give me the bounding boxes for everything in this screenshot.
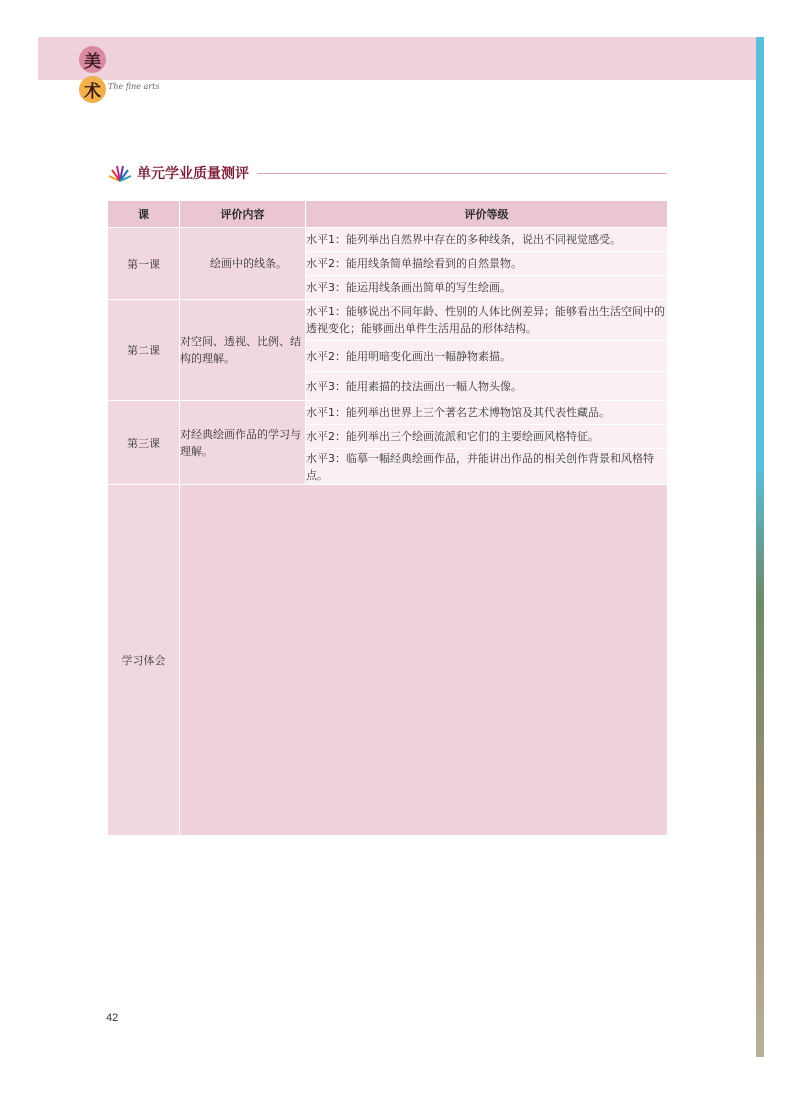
level-cell: 水平2：能用线条简单描绘看到的自然景物。 xyxy=(306,252,668,276)
lesson-cell: 第一课 xyxy=(108,228,180,300)
header-band xyxy=(38,37,756,80)
header-lesson: 课 xyxy=(108,201,180,228)
table-row xyxy=(108,228,668,252)
level-cell: 水平3：临摹一幅经典绘画作品，并能讲出作品的相关创作背景和风格特点。 xyxy=(306,449,668,485)
header-content: 评价内容 xyxy=(180,201,306,228)
header-level: 评价等级 xyxy=(306,201,668,228)
level-cell: 水平3：能运用线条画出简单的写生绘画。 xyxy=(306,276,668,300)
evaluation-table xyxy=(107,200,668,836)
table-row xyxy=(108,401,668,425)
reflection-row xyxy=(108,485,668,836)
level-cell: 水平1：能列举出自然界中存在的多种线条，说出不同视觉感受。 xyxy=(306,228,668,252)
page-edge-photo-strip xyxy=(756,37,764,1057)
table-row xyxy=(108,300,668,341)
level-cell: 水平1：能够说出不同年龄、性别的人体比例差异；能够看出生活空间中的透视变化；能够画出单件生活用品的形体结构。 xyxy=(306,300,668,341)
subject-subtitle: The fine arts xyxy=(108,82,160,91)
content-cell: 绘画中的线条。 xyxy=(180,228,306,300)
table-header-row xyxy=(108,201,668,228)
page-number: 42 xyxy=(106,1012,119,1024)
color-burst-icon xyxy=(107,164,133,182)
lesson-cell: 第三课 xyxy=(108,401,180,485)
section-title-text: 单元学业质量测评 xyxy=(137,166,249,182)
subject-logo-top: 美 xyxy=(79,46,106,73)
level-cell: 水平2：能列举出三个绘画流派和它们的主要绘画风格特征。 xyxy=(306,425,668,449)
section-title-rule xyxy=(257,173,667,174)
lesson-cell: 第二课 xyxy=(108,300,180,401)
level-cell: 水平1：能列举出世界上三个著名艺术博物馆及其代表性藏品。 xyxy=(306,401,668,425)
level-cell: 水平3：能用素描的技法画出一幅人物头像。 xyxy=(306,372,668,401)
section-title xyxy=(107,162,667,184)
content-cell: 对空间、透视、比例、结构的理解。 xyxy=(180,300,306,401)
subject-logo-bottom: 术 xyxy=(79,76,106,103)
reflection-label: 学习体会 xyxy=(108,485,180,836)
content-cell: 对经典绘画作品的学习与理解。 xyxy=(180,401,306,485)
reflection-writing-area[interactable] xyxy=(180,485,668,836)
level-cell: 水平2：能用明暗变化画出一幅静物素描。 xyxy=(306,341,668,372)
